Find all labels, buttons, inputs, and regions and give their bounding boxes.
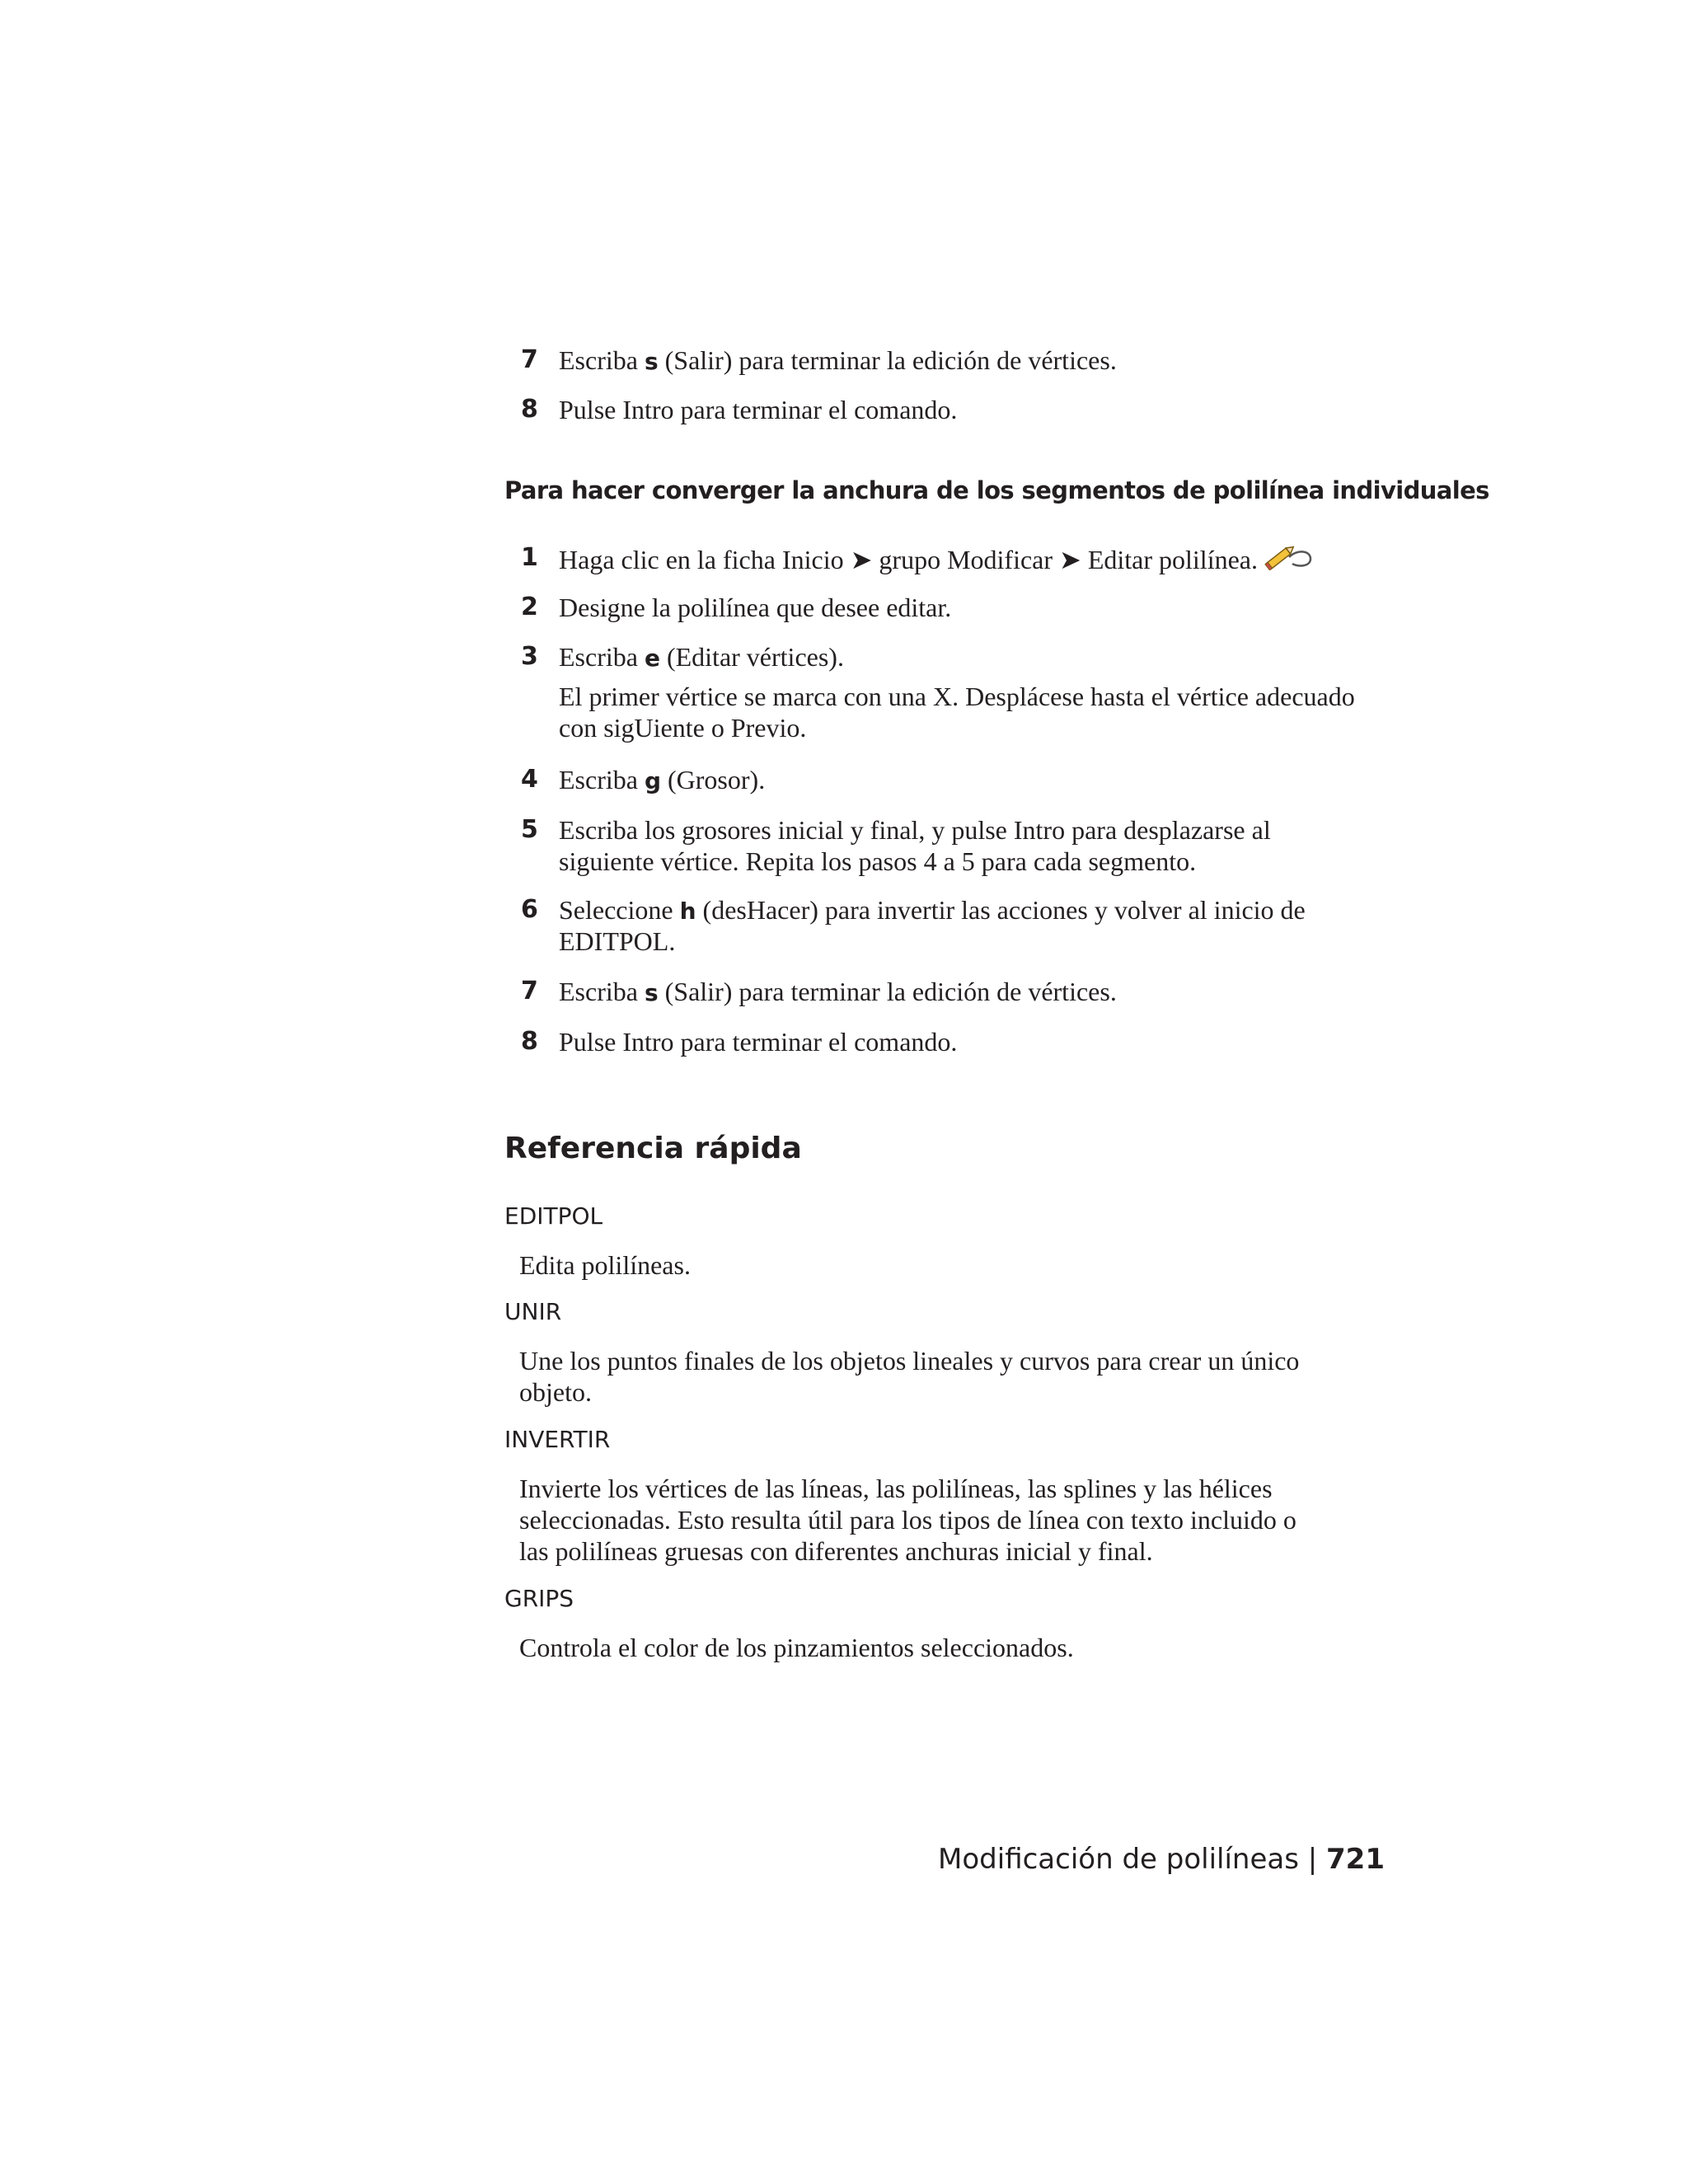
page-number: 721 (1326, 1843, 1385, 1876)
step-note: con sigUiente o Previo. (559, 713, 807, 743)
step-number: 1 (521, 543, 538, 572)
command-name: INVERTIR (504, 1426, 611, 1453)
command-description: Edita polilíneas. (519, 1250, 691, 1280)
step-number: 2 (521, 593, 538, 621)
step-text: Escriba g (Grosor). (559, 765, 766, 794)
command-description: Controla el color de los pinzamientos seleccionados. (519, 1633, 1074, 1662)
step-text: Escriba los grosores inicial y final, y pulse Intro para desplazarse al (559, 815, 1271, 845)
command-name: EDITPOL (504, 1202, 603, 1230)
step-text-continued: siguiente vértice. Repita los pasos 4 a 5 para cada segmento. (559, 846, 1197, 876)
step-text: Haga clic en la ficha Inicio ➤ grupo Modificar ➤ Editar polilínea. (559, 542, 1385, 577)
step-text: Pulse Intro para terminar el comando. (559, 1027, 958, 1057)
step-text: Escriba s (Salir) para terminar la edición de vértices. (559, 977, 1117, 1006)
step-text: Seleccione h (desHacer) para invertir las acciones y volver al inicio de (559, 895, 1306, 925)
footer-section-title: Modificación de polilíneas (938, 1843, 1299, 1876)
command-description: objeto. (519, 1377, 592, 1407)
step-text: Escriba e (Editar vértices). (559, 642, 844, 672)
procedure-title: Para hacer converger la anchura de los segmentos de polilínea individuales (504, 476, 1489, 504)
step-key: s (644, 979, 659, 1006)
step-key: e (644, 644, 660, 672)
step-number: 7 (521, 345, 538, 374)
step-number: 8 (521, 1027, 538, 1056)
step-number: 7 (521, 977, 538, 1005)
command-name: UNIR (504, 1298, 562, 1325)
step-number: 4 (521, 765, 538, 794)
step-number: 8 (521, 395, 538, 424)
step-text-continued: EDITPOL. (559, 926, 676, 956)
step-text: Pulse Intro para terminar el comando. (559, 395, 958, 424)
step-key: g (644, 767, 661, 794)
step-text: Designe la polilínea que desee editar. (559, 593, 952, 622)
step-number: 3 (521, 642, 538, 671)
step-number: 5 (521, 815, 538, 844)
command-description: Une los puntos finales de los objetos lineales y curvos para crear un único (519, 1346, 1300, 1376)
step-number: 6 (521, 895, 538, 924)
step-key: s (644, 348, 659, 375)
command-name: GRIPS (504, 1585, 574, 1612)
command-description: seleccionadas. Esto resulta útil para los tipos de línea con texto incluido o (519, 1505, 1296, 1535)
edit-polyline-icon (1264, 542, 1312, 577)
command-description: las polilíneas gruesas con diferentes anchuras inicial y final. (519, 1536, 1153, 1566)
quick-reference-title: Referencia rápida (504, 1132, 802, 1165)
page-footer (938, 1841, 1385, 1877)
step-text: Escriba s (Salir) para terminar la edición de vértices. (559, 345, 1117, 375)
step-note: El primer vértice se marca con una X. Desplácese hasta el vértice adecuado (559, 682, 1355, 711)
step-key: h (679, 898, 696, 925)
command-description: Invierte los vértices de las líneas, las polilíneas, las splines y las hélices (519, 1474, 1273, 1503)
footer-separator: | (1298, 1843, 1327, 1876)
